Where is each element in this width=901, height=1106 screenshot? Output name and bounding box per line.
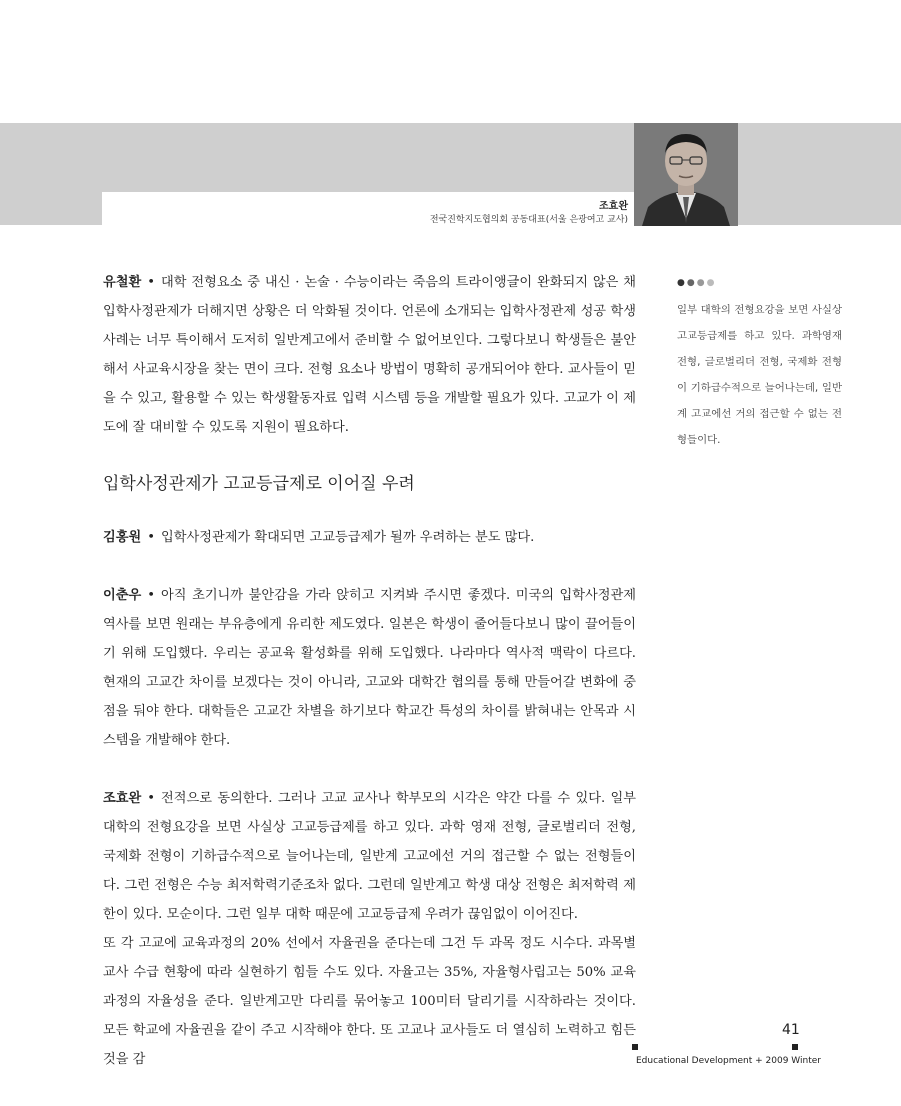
speaker-bullet: • (147, 791, 155, 806)
speaker-bullet: • (147, 275, 155, 290)
speaker-name: 김홍원 (103, 530, 142, 545)
paragraph-text: 전적으로 동의한다. 그러나 고교 교사나 학부모의 시각은 약간 다를 수 있다. 일부 대학의 전형요강을 보면 사실상 고교등급제를 하고 있다. 과학 영재 전형, 글로벌리더 전형, 국제화 전형이 기하급수적으로 늘어나는데, 일반계 고교에선 거의 접근할 수 없는 전형들이다. 그런 전형은 수능 최저학력기준조차 없다. 그런데 일반계고 학생 대상 전형은 최저학력 제한이 있다. 모순이다. 그런 일부 대학 때문에 고교등급제 우려가 끊임없이 이어진다. (103, 791, 636, 922)
paragraph-2 (103, 523, 636, 552)
portrait-image (634, 123, 738, 226)
paragraph-3 (103, 581, 636, 755)
author-role: 전국진학지도협의회 공동대표(서울 은광여고 교사) (429, 215, 628, 225)
article-body (103, 268, 636, 1074)
author-photo (634, 123, 738, 226)
sidebar-note: 일부 대학의 전형요강을 보면 사실상 고교등급제를 하고 있다. 과학영재 전형, 글로벌리더 전형, 국제화 전형이 기하급수적으로 늘어나는데, 일반계 고교에선 거의 접근할 수 없는 전형들이다. (677, 304, 842, 446)
paragraph-text: 아직 초기니까 불안감을 가라 앉히고 지켜봐 주시면 좋겠다. 미국의 입학사정관제 역사를 보면 원래는 부유층에게 유리한 제도였다. 일본은 학생이 줄어들다보니 많이 끌어들이기 위해 도입했다. 우리는 공교육 활성화를 위해 도입했다. 나라마다 역사적 맥락이 다르다. 현재의 고교간 차이를 보겠다는 것이 아니라, 고교와 대학간 협의를 통해 만들어갈 변화에 중점을 둬야 한다. 대학들은 고교간 차별을 하기보다 학교간 특성의 차이를 밝혀내는 안목과 시스템을 개발해야 한다. (103, 588, 636, 748)
spacer (103, 755, 636, 784)
footer-square-right (792, 1044, 798, 1050)
paragraph-4-continued: 또 각 고교에 교육과정의 20% 선에서 자율권을 준다는데 그건 두 과목 정도 시수다. 과목별 교사 수급 현황에 따라 실현하기 힘들 수도 있다. 자율고는 35%, 자율형사립고는 50% 교육과정의 자율성을 준다. 일반계고만 다리를 묶어놓고 100미터 달리기를 시작하라는 것이다. 모든 학교에 자율권을 같이 주고 시작해야 한다. 또 고교나 교사들도 더 열심히 노력하고 힘든 것을 감 (103, 936, 636, 1067)
sidebar-callout (677, 277, 842, 453)
speaker-name: 유철환 (103, 275, 142, 290)
section-heading: 입학사정관제가 고교등급제로 이어질 우려 (103, 474, 415, 494)
speaker-bullet: • (147, 530, 155, 545)
sidebar-dots: ●●●● (677, 278, 717, 288)
speaker-bullet: • (147, 588, 155, 603)
publication-footer: Educational Development + 2009 Winter (636, 1056, 821, 1066)
paragraph-text: 입학사정관제가 확대되면 고교등급제가 될까 우려하는 분도 많다. (161, 530, 535, 545)
page-number: 41 (782, 1022, 800, 1038)
paragraph-1 (103, 268, 636, 442)
speaker-name: 조효완 (103, 791, 142, 806)
paragraph-4 (103, 784, 636, 929)
spacer (103, 552, 636, 581)
author-name: 조효완 (599, 201, 628, 212)
author-caption (102, 192, 634, 226)
paragraph-text: 대학 전형요소 중 내신 · 논술 · 수능이라는 죽음의 트라이앵글이 완화되지 않은 채 입학사정관제가 더해지면 상황은 더 악화될 것이다. 언론에 소개되는 입학사정관제 성공 학생 사례는 너무 특이해서 도저히 일반계고에서 준비할 수 없어보인다. 그렇다보니 학생들은 불안해서 사교육시장을 찾는 면이 크다. 전형 요소나 방법이 명확히 공개되어야 한다. 교사들이 믿을 수 있고, 활용할 수 있는 학생활동자료 입력 시스템 등을 개발할 필요가 있다. 고교가 이 제도에 잘 대비할 수 있도록 지원이 필요하다. (103, 275, 636, 435)
footer-square-left (632, 1044, 638, 1050)
speaker-name: 이춘우 (103, 588, 142, 603)
